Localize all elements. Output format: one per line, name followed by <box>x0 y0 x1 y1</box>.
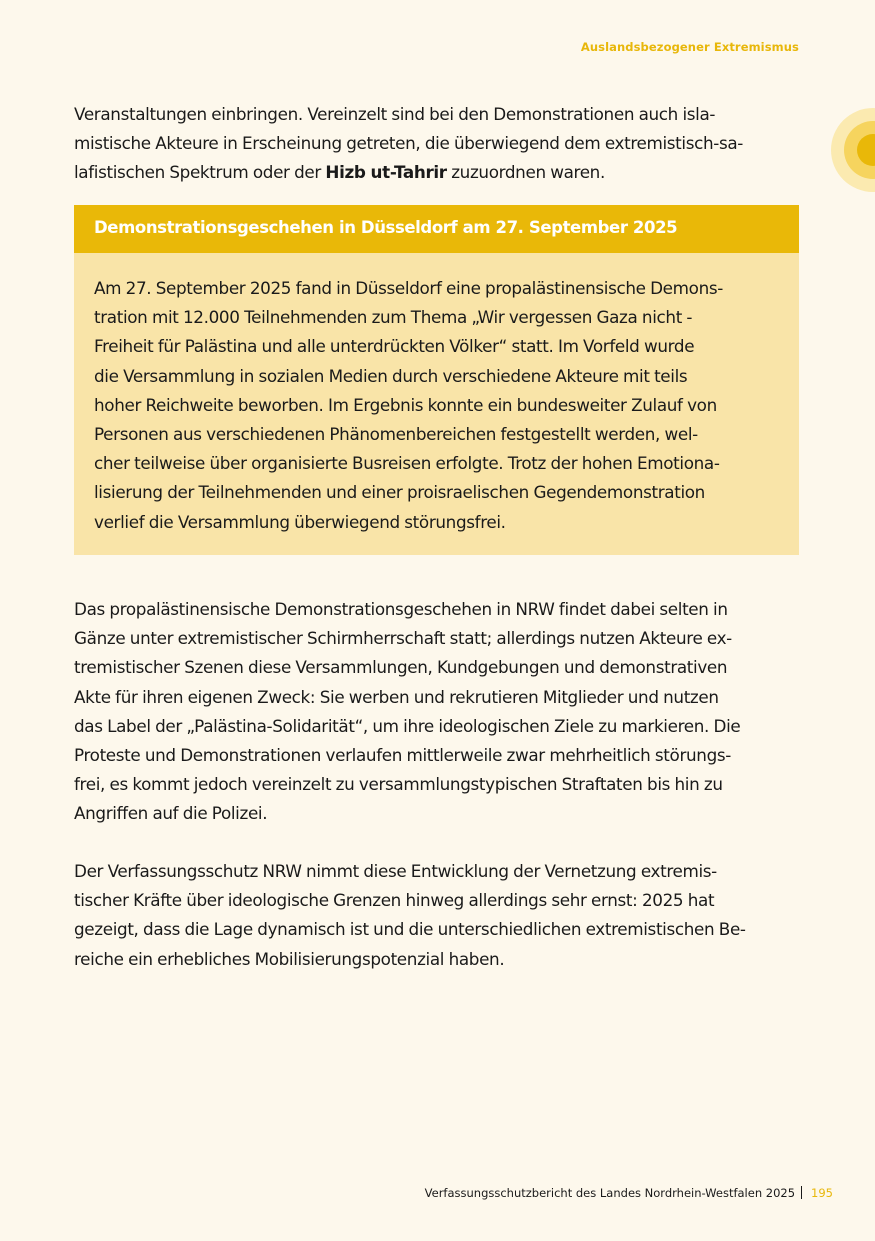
text-line: Gänze unter extremistischer Schirmherrschaft statt; allerdings nutzen Akteure ex- <box>74 628 732 649</box>
text-line: reiche ein erhebliches Mobilisierungspotenzial haben. <box>74 948 505 969</box>
intro-paragraph <box>74 100 804 188</box>
text-line: tischer Kräfte über ideologische Grenzen hinweg allerdings sehr ernst: 2025 hat <box>74 890 715 911</box>
info-box <box>74 205 799 555</box>
text-line: tration mit 12.000 Teilnehmenden zum Thema „Wir vergessen Gaza nicht - <box>94 307 693 328</box>
text-line: cher teilweise über organisierte Busreisen erfolgte. Trotz der hohen Emotiona- <box>94 453 720 474</box>
text-line: Veranstaltungen einbringen. Vereinzelt sind bei den Demonstrationen auch isla- <box>74 104 716 124</box>
closing-paragraph <box>74 857 804 974</box>
text-line: Am 27. September 2025 fand in Düsseldorf eine propalästinensische Demons- <box>94 278 723 298</box>
text-line: Akte für ihren eigenen Zweck: Sie werben und rekrutieren Mitglieder und nutzen <box>74 686 719 707</box>
text-line: verlief die Versammlung überwiegend störungsfrei. <box>94 511 506 532</box>
page-number: 195 <box>811 1186 833 1200</box>
text-line: tremistischer Szenen diese Versammlungen, Kundgebungen und demonstrativen <box>74 657 728 678</box>
text-line: Das propalästinensische Demonstrationsgeschehen in NRW findet dabei selten in <box>74 599 728 619</box>
organization-name-bold: Hizb ut-Tahrir <box>325 162 447 183</box>
text-line: Proteste und Demonstrationen verlaufen mittlerweile zwar mehrheitlich störungs- <box>74 745 731 766</box>
concentric-circles-decoration <box>831 108 875 192</box>
text-line: Der Verfassungsschutz NRW nimmt diese Entwicklung der Vernetzung extremis- <box>74 861 717 881</box>
text-line: lisierung der Teilnehmenden und einer proisraelischen Gegendemonstration <box>94 482 705 503</box>
text-line: gezeigt, dass die Lage dynamisch ist und die unterschiedlichen extremistischen Be- <box>74 919 746 940</box>
text-line: hoher Reichweite beworben. Im Ergebnis konnte ein bundesweiter Zulauf von <box>94 394 717 415</box>
text-line: Angriffen auf die Polizei. <box>74 803 268 824</box>
text-line: frei, es kommt jedoch vereinzelt zu versammlungstypischen Straftaten bis hin zu <box>74 774 723 795</box>
text-line: Freiheit für Palästina und alle unterdrückten Völker“ statt. Im Vorfeld wurde <box>94 336 695 357</box>
running-header: Auslandsbezogener Extremismus <box>580 40 799 54</box>
page-footer <box>425 1186 833 1200</box>
info-box-body <box>74 253 799 537</box>
text-line: das Label der „Palästina-Solidarität“, um ihre ideologischen Ziele zu markieren. Die <box>74 715 741 736</box>
text-line: lafistischen Spektrum oder der Hizb ut-Tahrir zuzuordnen waren. <box>74 162 605 183</box>
text-line: Personen aus verschiedenen Phänomenbereichen festgestellt werden, wel- <box>94 424 698 445</box>
text-line: die Versammlung in sozialen Medien durch verschiedene Akteure mit teils <box>94 365 688 386</box>
body-paragraph <box>74 595 804 829</box>
footer-divider <box>801 1186 802 1199</box>
text-line: mistische Akteure in Erscheinung getreten, die überwiegend dem extremistisch-sa- <box>74 133 744 154</box>
publication-title: Verfassungsschutzbericht des Landes Nordrhein-Westfalen 2025 <box>424 1186 796 1200</box>
info-box-title: Demonstrationsgeschehen in Düsseldorf am 27. September 2025 <box>74 205 799 253</box>
